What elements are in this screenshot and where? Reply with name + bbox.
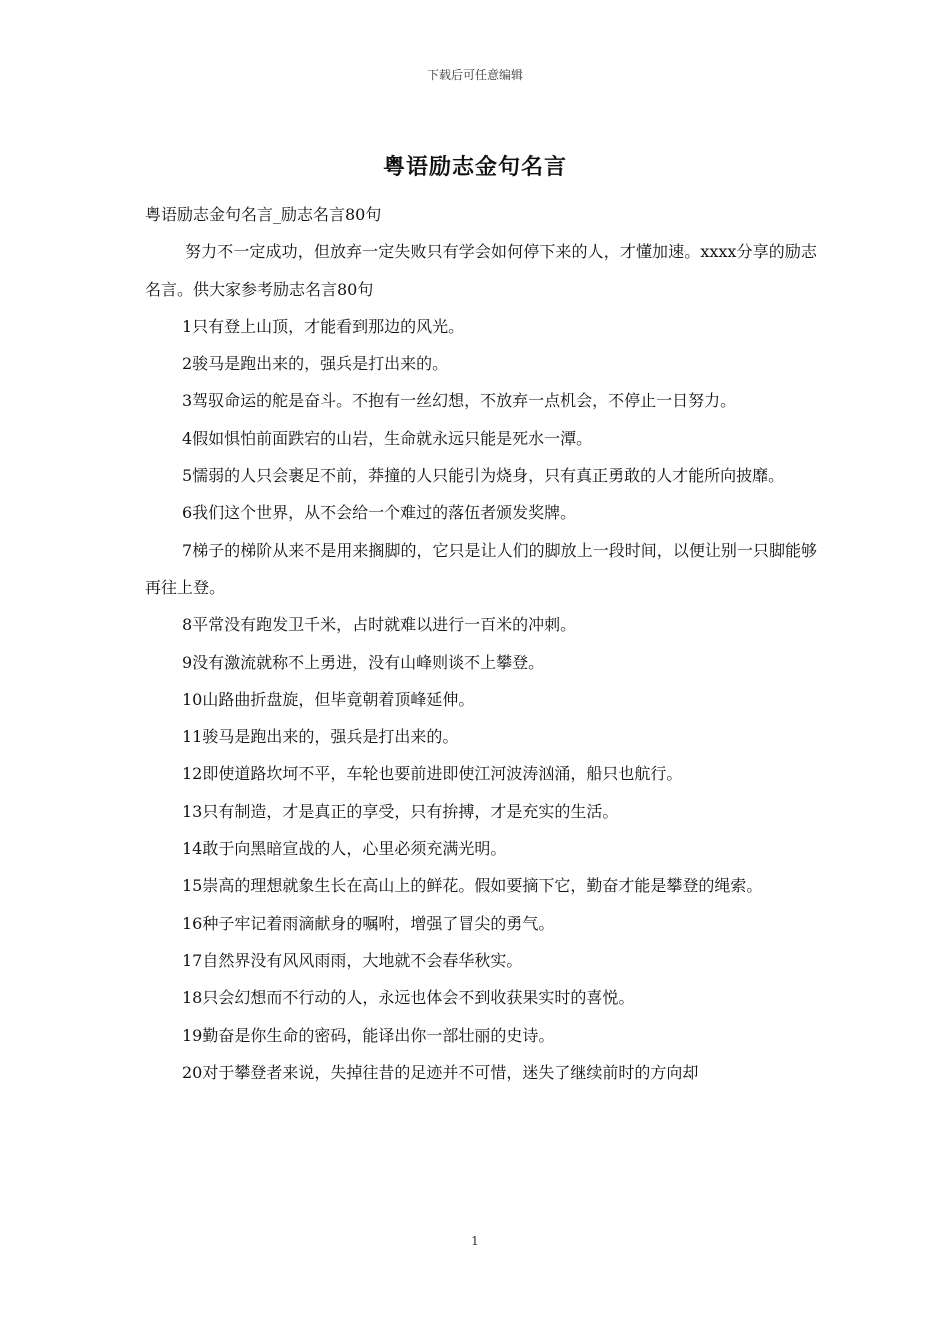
quote-item: 8平常没有跑发卫千米，占时就难以进行一百米的冲刺。 — [182, 615, 577, 635]
quote-item: 14敢于向黑暗宣战的人，心里必须充满光明。 — [182, 839, 507, 859]
quote-item: 12即使道路坎坷不平，车轮也要前进即使江河波涛汹涌，船只也航行。 — [182, 764, 683, 784]
quote-item: 9没有激流就称不上勇进，没有山峰则谈不上攀登。 — [182, 652, 545, 672]
quote-item: 6我们这个世界，从不会给一个难过的落伍者颁发奖牌。 — [182, 503, 577, 523]
quote-item: 7梯子的梯阶从来不是用来搁脚的，它只是让人们的脚放上一段时间，以便让别一只脚能够再往上登。 — [145, 540, 817, 597]
document-body — [145, 196, 817, 1091]
document-subtitle: 粤语励志金句名言_励志名言80句 — [145, 205, 382, 224]
quote-item: 1只有登上山顶，才能看到那边的风光。 — [182, 316, 465, 336]
quote-item: 17自然界没有风风雨雨，大地就不会春华秋实。 — [182, 950, 523, 970]
quote-item: 20对于攀登者来说，失掉往昔的足迹并不可惜，迷失了继续前时的方向却 — [182, 1062, 699, 1082]
quote-item: 15崇高的理想就象生长在高山上的鲜花。假如要摘下它，勤奋才能是攀登的绳索。 — [182, 876, 763, 896]
quote-item: 3驾驭命运的舵是奋斗。不抱有一丝幻想，不放弃一点机会，不停止一日努力。 — [182, 391, 737, 411]
document-title: 粤语励志金句名言 — [382, 154, 567, 180]
page-number: 1 — [471, 1234, 479, 1248]
quote-item: 5懦弱的人只会裹足不前，莽撞的人只能引为烧身，只有真正勇敢的人才能所向披靡。 — [182, 466, 785, 486]
quote-item: 13只有制造，才是真正的享受，只有拚搏，才是充实的生活。 — [182, 801, 619, 821]
header-note: 下载后可任意编辑 — [426, 68, 523, 82]
quote-item: 2骏马是跑出来的，强兵是打出来的。 — [182, 354, 449, 374]
quote-item: 4假如惧怕前面跌宕的山岩，生命就永远只能是死水一潭。 — [182, 428, 593, 448]
quote-item: 16种子牢记着雨滴献身的嘱咐，增强了冒尖的勇气。 — [182, 913, 555, 933]
quote-item: 11骏马是跑出来的，强兵是打出来的。 — [182, 727, 459, 747]
quote-item: 19勤奋是你生命的密码，能译出你一部壮丽的史诗。 — [182, 1025, 555, 1045]
quote-item: 18只会幻想而不行动的人，永远也体会不到收获果实时的喜悦。 — [182, 988, 635, 1008]
intro-paragraph: 努力不一定成功，但放弃一定失败只有学会如何停下来的人，才懂加速。xxxx分享的励志名言。供大家参考励志名言80句 — [145, 242, 817, 299]
quote-item: 10山路曲折盘旋，但毕竟朝着顶峰延伸。 — [182, 689, 475, 709]
